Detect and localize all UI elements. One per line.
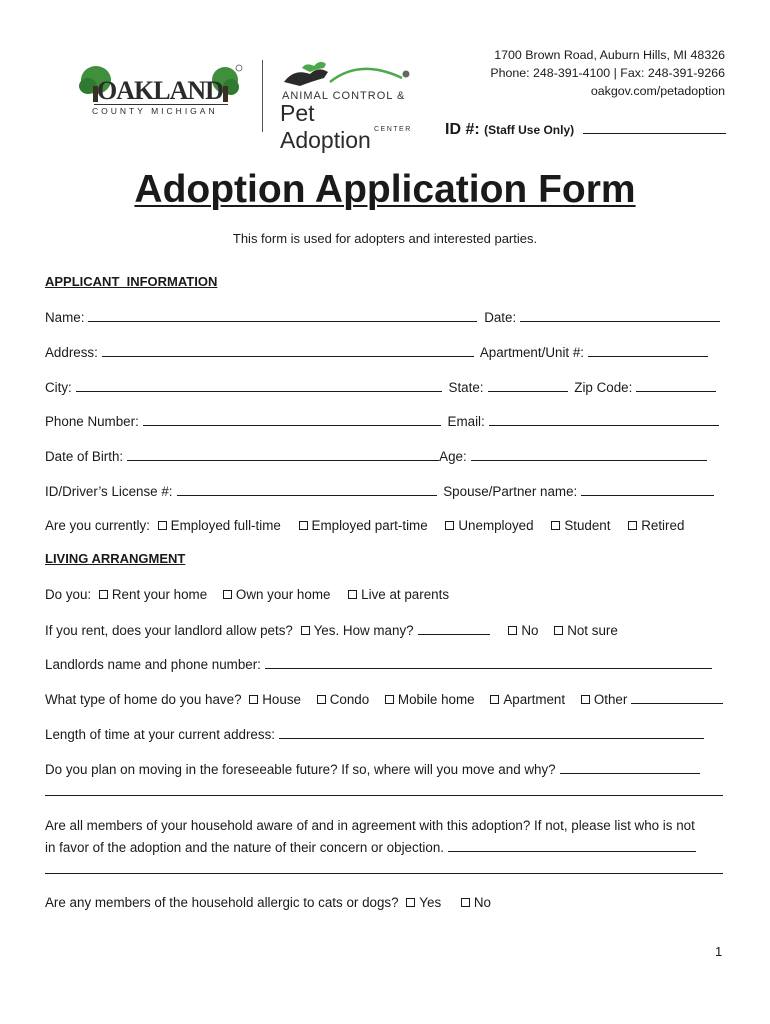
phone-fax: Phone: 248-391-4100 | Fax: 248-391-9266 [490,66,725,80]
phone-email-row: Phone Number: Email: [45,412,722,431]
oakland-county-logo [78,62,243,122]
county-michigan-text: COUNTY MICHIGAN [92,106,218,116]
employment-row: Are you currently: Employed full-time Employed part-time Unemployed Student Retired [45,518,685,533]
pet-adoption-logo [280,60,412,153]
city-field[interactable] [76,378,442,392]
age-field[interactable] [471,447,707,461]
license-spouse-row: ID/Driver’s License #: Spouse/Partner name: [45,482,717,501]
applicant-info-heading: APPLICANT INFORMATION [45,274,218,289]
page-number: 1 [715,944,723,959]
phone-field[interactable] [143,412,441,426]
license-field[interactable] [177,482,437,496]
page-subtitle: This form is used for adopters and interested parties. [232,231,538,246]
living-arrangement-heading: LIVING ARRANGMENT [45,551,186,566]
oakland-wordmark: OAKLAND [97,76,223,105]
name-field[interactable] [88,308,477,322]
household-agreement-row: Are all members of your household aware of and in agreement with this adoption? If not, please list who is not [45,818,695,833]
contact-address-block [490,46,725,100]
moving-plans-extra-line[interactable] [45,795,723,796]
website-link[interactable]: oakgov.com/petadoption [590,84,725,98]
landlord-contact-field[interactable] [265,655,712,669]
logo-divider [262,60,263,132]
length-at-address-row: Length of time at your current address: [45,725,707,744]
landlord-contact-row: Landlords name and phone number: [45,655,715,674]
student-checkbox[interactable] [551,521,560,530]
other-checkbox[interactable] [581,695,590,704]
email-field[interactable] [489,412,719,426]
city-state-zip-row: City: State: Zip Code: [45,378,719,397]
address-field[interactable] [102,343,474,357]
home-type-row: What type of home do you have? House Condo Mobile home Apartment Other [45,690,726,709]
landlord-no-checkbox[interactable] [508,626,517,635]
zip-field[interactable] [636,378,716,392]
name-date-row: Name: Date: [45,308,723,327]
allergy-no-checkbox[interactable] [461,898,470,907]
apartment-field[interactable] [588,343,708,357]
condo-checkbox[interactable] [317,695,326,704]
unemployed-checkbox[interactable] [445,521,454,530]
pet-adoption-text: Pet Adoption [280,100,371,153]
allergy-yes-checkbox[interactable] [406,898,415,907]
dob-age-row: Date of Birth: Age: [45,447,710,466]
landlord-pets-row: If you rent, does your landlord allow pets? Yes. How many? No Not sure [45,623,618,638]
id-line[interactable] [583,120,726,134]
house-checkbox[interactable] [249,695,258,704]
household-objection-field[interactable] [448,838,696,852]
moving-plans-row: Do you plan on moving in the foreseeable future? If so, where will you move and why? [45,760,703,779]
mobile-home-checkbox[interactable] [385,695,394,704]
residence-row: Do you: Rent your home Own your home Live at parents [45,587,450,602]
employed-part-time-checkbox[interactable] [299,521,308,530]
street-address: 1700 Brown Road, Auburn Hills, MI 48326 [494,48,725,62]
landlord-yes-checkbox[interactable] [301,626,310,635]
live-at-parents-checkbox[interactable] [348,590,357,599]
id-label: ID #: [445,121,480,138]
state-field[interactable] [488,378,568,392]
employed-full-time-checkbox[interactable] [158,521,167,530]
length-at-address-field[interactable] [279,725,704,739]
own-home-checkbox[interactable] [223,590,232,599]
animal-control-text: ANIMAL CONTROL & [282,90,406,102]
rent-home-checkbox[interactable] [99,590,108,599]
household-agreement-row-2: in favor of the adoption and the nature of their concern or objection. [45,838,699,857]
address-row: Address: Apartment/Unit #: [45,343,711,362]
center-text: CENTER [374,126,412,133]
staff-id-field[interactable] [445,120,729,139]
moving-plans-field[interactable] [560,760,700,774]
dob-field[interactable] [127,447,439,461]
apartment-checkbox[interactable] [490,695,499,704]
allergy-row: Are any members of the household allergic to cats or dogs? Yes No [45,895,492,910]
page-title: Adoption Application Form [134,168,636,211]
retired-checkbox[interactable] [628,521,637,530]
id-note: (Staff Use Only) [484,123,575,137]
landlord-not-sure-checkbox[interactable] [554,626,563,635]
pet-count-field[interactable] [418,621,490,635]
other-home-type-field[interactable] [631,690,723,704]
date-field[interactable] [520,308,720,322]
spouse-field[interactable] [581,482,714,496]
household-objection-extra-line[interactable] [45,873,723,874]
leaping-cat-dog-icon [280,60,410,92]
